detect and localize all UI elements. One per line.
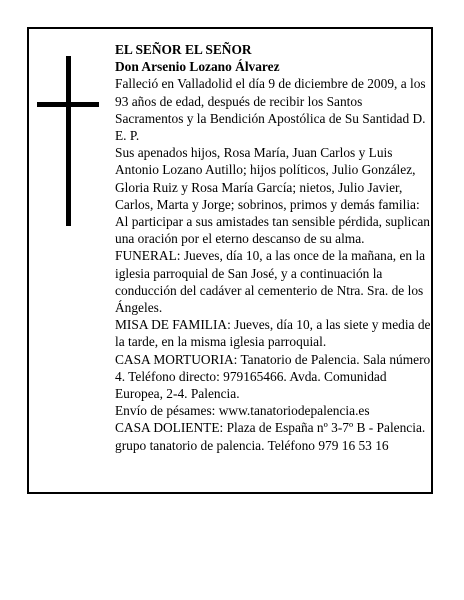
cross-horizontal-bar: [37, 102, 99, 107]
obituary-card: [27, 27, 433, 494]
family-paragraph: Sus apenados hijos, Rosa María, Juan Carlos y Luis Antonio Lozano Autillo; hijos políticos, Julio González, Gloria Ruiz y Rosa María García; nietos, Julio Javier, Carlos, Marta y Jorge; sobrinos, primos y demás familia:: [115, 145, 420, 212]
condolences-paragraph: Envío de pésames: www.tanatoriodepalencia.es: [115, 403, 370, 419]
family-home-paragraph: CASA DOLIENTE: Plaza de España nº 3-7º B - Palencia.: [115, 420, 426, 436]
prayer-request-paragraph: Al participar a sus amistades tan sensible pérdida, suplican una oración por el eterno descanso de su alma.: [115, 214, 430, 247]
funeral-paragraph: FUNERAL: Jueves, día 10, a las once de la mañana, en la iglesia parroquial de San José, y a continuación la conducción del cadáver al cementerio de Ntra. Sra. de los Ángeles.: [115, 248, 426, 316]
family-mass-paragraph: MISA DE FAMILIA: Jueves, día 10, a las siete y media de la tarde, en la misma iglesia parroquial.: [115, 317, 431, 350]
deceased-name: Don Arsenio Lozano Álvarez: [115, 59, 280, 75]
obituary-heading: EL SEÑOR EL SEÑOR: [115, 42, 252, 57]
cross-icon: [37, 56, 97, 226]
cross-vertical-bar: [66, 56, 71, 226]
obituary-text: [115, 41, 431, 454]
death-notice-paragraph: Falleció en Valladolid el día 9 de diciembre de 2009, a los 93 años de edad, después de recibir los Santos Sacramentos y la Bendición Apostólica de Su Santidad D. E. P.: [115, 76, 426, 144]
funeral-group-paragraph: grupo tanatorio de palencia. Teléfono 979 16 53 16: [115, 437, 389, 453]
funeral-home-paragraph: CASA MORTUORIA: Tanatorio de Palencia. Sala número 4. Teléfono directo: 979165466. Avda. Comunidad Europea, 2-4. Palencia.: [115, 351, 431, 402]
